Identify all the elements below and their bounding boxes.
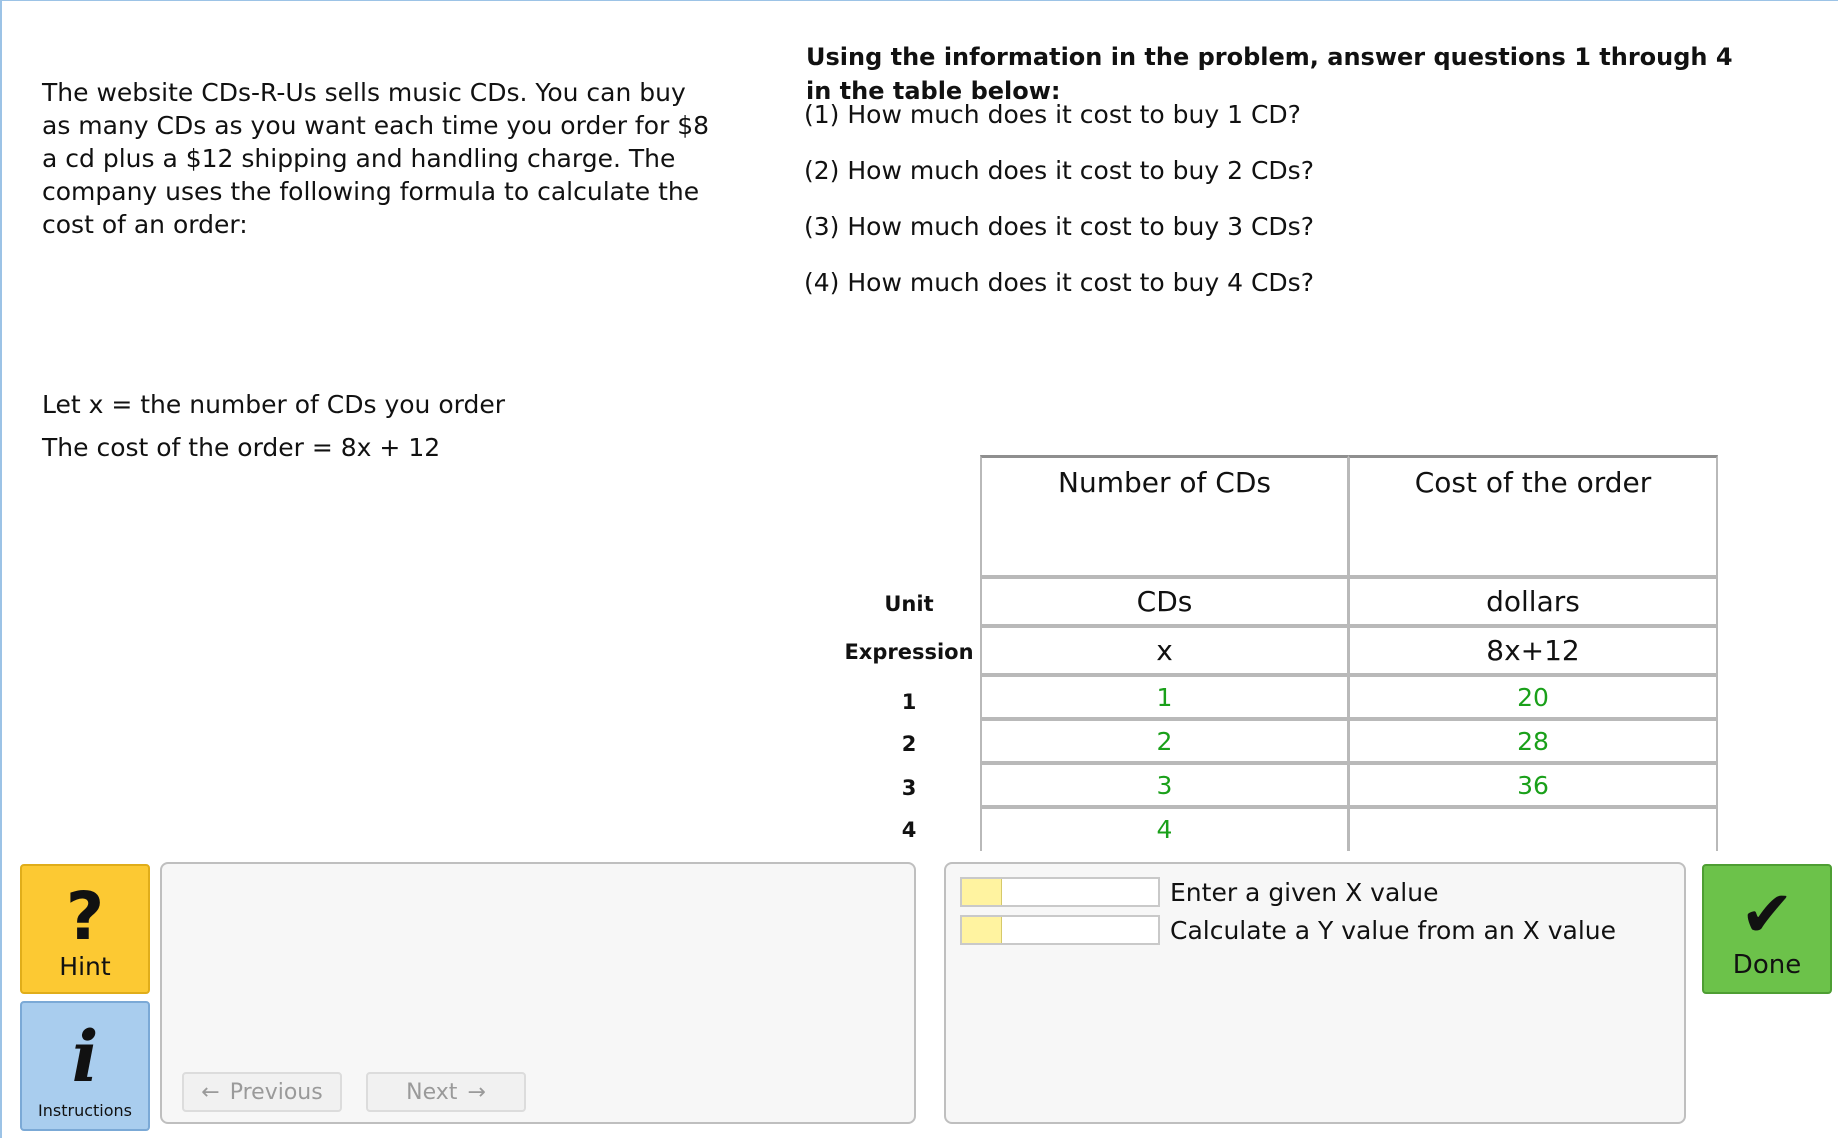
arrow-left-icon: ← bbox=[201, 1079, 220, 1105]
skill-fill-1 bbox=[962, 879, 1002, 905]
skill-panel bbox=[944, 862, 1686, 1124]
checkmark-icon: ✔ bbox=[1740, 878, 1794, 952]
next-button[interactable] bbox=[366, 1072, 526, 1112]
header-number-of-cds[interactable]: Number of CDs bbox=[980, 455, 1349, 577]
previous-button[interactable] bbox=[182, 1072, 342, 1112]
previous-button-label: Previous bbox=[229, 1079, 323, 1105]
x-cell-3[interactable]: 3 bbox=[980, 763, 1349, 807]
hint-button-label: Hint bbox=[59, 952, 111, 981]
x-cell-2[interactable]: 2 bbox=[980, 719, 1349, 763]
skill-row-2 bbox=[960, 914, 1616, 946]
cost-formula: The cost of the order = 8x + 12 bbox=[42, 433, 441, 462]
skill-row-1 bbox=[960, 876, 1438, 908]
x-cell-1[interactable]: 1 bbox=[980, 675, 1349, 719]
unit-y-cell[interactable]: dollars bbox=[1348, 577, 1718, 626]
row-label-1: 1 bbox=[901, 690, 917, 714]
instructions-button[interactable] bbox=[20, 1001, 150, 1131]
x-cell-4[interactable]: 4 bbox=[980, 807, 1349, 851]
y-cell-3[interactable]: 36 bbox=[1348, 763, 1718, 807]
problem-text: The website CDs-R-Us sells music CDs. You can buy as many CDs as you want each time you order for $8 a cd plus a $12 shipping and handling charge. The company uses the following formula to calculate the cost of an order: bbox=[42, 78, 710, 239]
instructions-button-label: Instructions bbox=[38, 1101, 132, 1120]
skill-label-2: Calculate a Y value from an X value bbox=[1170, 915, 1617, 945]
skill-label-1: Enter a given X value bbox=[1170, 877, 1439, 907]
unit-x-cell[interactable]: CDs bbox=[980, 577, 1349, 626]
skill-bar-2 bbox=[960, 915, 1160, 945]
skill-bar-1 bbox=[960, 877, 1160, 907]
info-icon: i bbox=[71, 1015, 99, 1098]
expression-y-cell[interactable]: 8x+12 bbox=[1348, 626, 1718, 675]
question-mark-icon: ? bbox=[65, 878, 105, 955]
question-2: (2) How much does it cost to buy 2 CDs? bbox=[804, 156, 1314, 185]
y-cell-4[interactable] bbox=[1348, 807, 1718, 851]
next-button-label: Next bbox=[406, 1079, 458, 1105]
hint-button[interactable] bbox=[20, 864, 150, 994]
question-1: (1) How much does it cost to buy 1 CD? bbox=[804, 100, 1301, 129]
header-cost-of-order[interactable]: Cost of the order bbox=[1348, 455, 1718, 577]
skill-fill-2 bbox=[962, 917, 1002, 943]
question-4: (4) How much does it cost to buy 4 CDs? bbox=[804, 268, 1314, 297]
row-label-4: 4 bbox=[901, 818, 917, 842]
arrow-right-icon: → bbox=[467, 1079, 486, 1105]
question-3: (3) How much does it cost to buy 3 CDs? bbox=[804, 212, 1314, 241]
y-cell-2[interactable]: 28 bbox=[1348, 719, 1718, 763]
row-label-2: 2 bbox=[901, 732, 917, 756]
expression-x-cell[interactable]: x bbox=[980, 626, 1349, 675]
y-cell-1[interactable]: 20 bbox=[1348, 675, 1718, 719]
expression-row-label: Expression bbox=[844, 640, 974, 664]
done-button-label: Done bbox=[1732, 950, 1802, 980]
done-button[interactable] bbox=[1702, 864, 1832, 994]
unit-row-label: Unit bbox=[884, 592, 934, 616]
instructions-heading: Using the information in the problem, answer questions 1 through 4 in the table below: bbox=[806, 43, 1733, 105]
variable-definition: Let x = the number of CDs you order bbox=[42, 390, 506, 419]
row-label-3: 3 bbox=[901, 776, 917, 800]
